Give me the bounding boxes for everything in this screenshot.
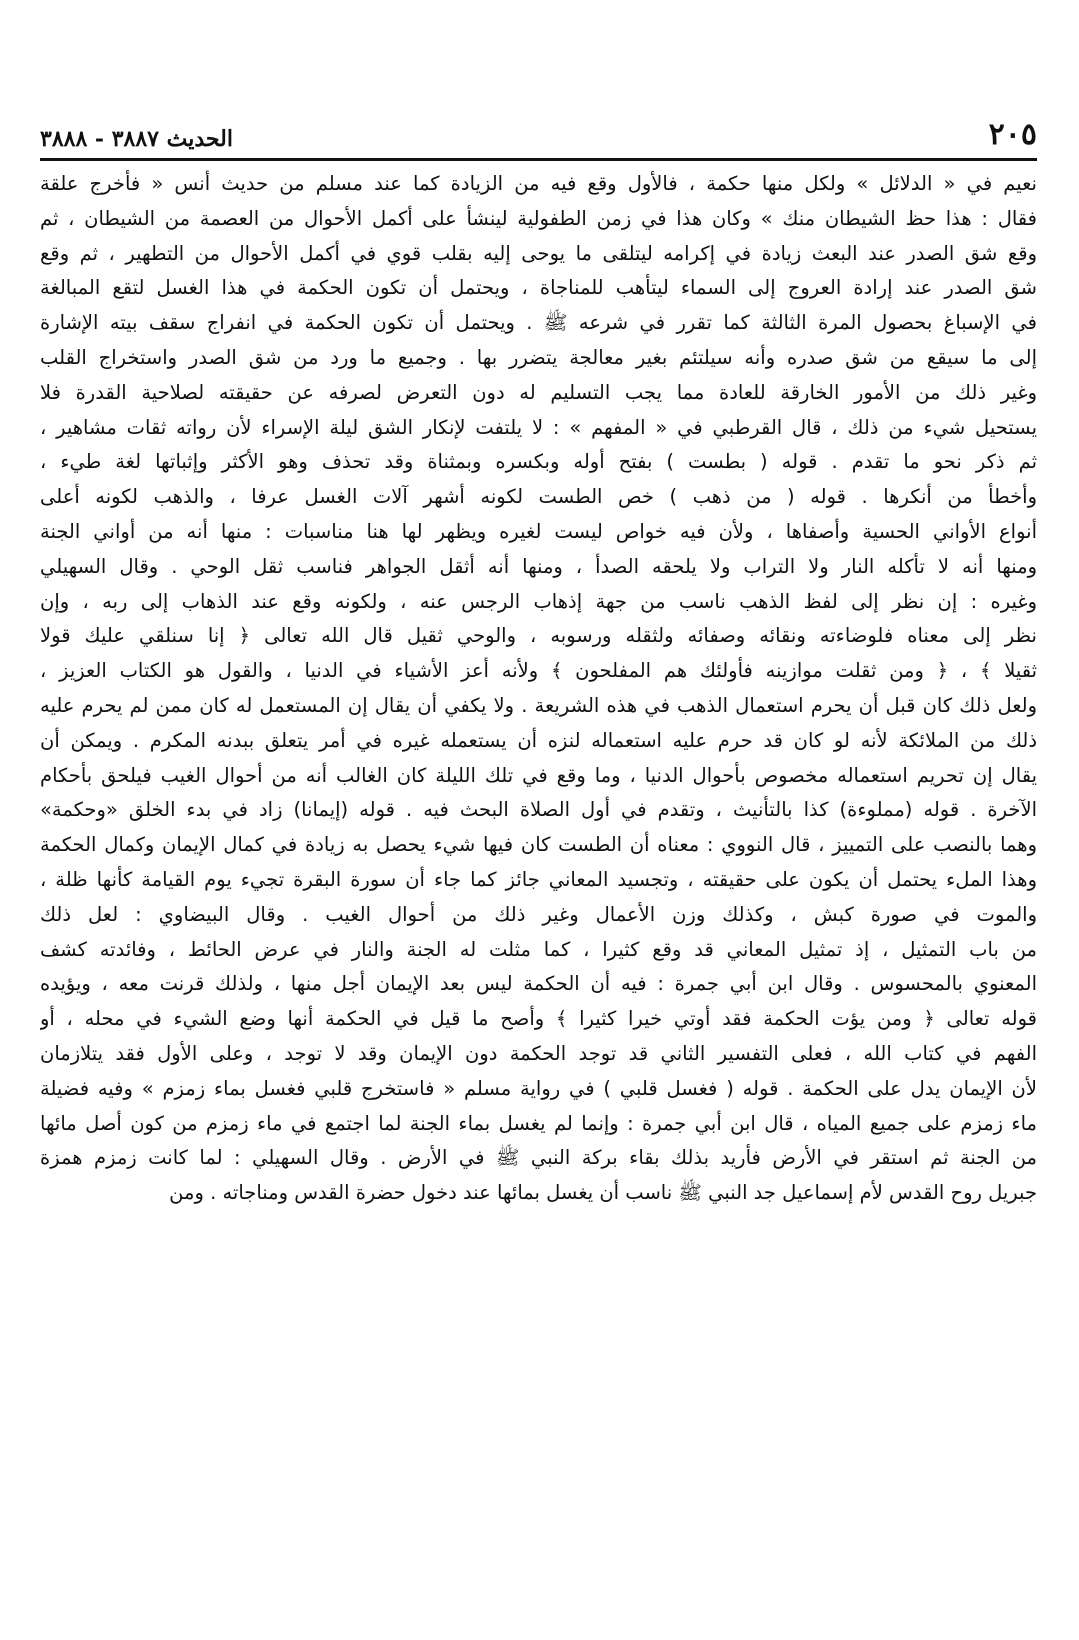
- text-line: لأن الإيمان يدل على الحكمة . قوله ( فغسل قلبي ) في رواية مسلم « فاستخرج قلبي فغسل بماء زمزم » وفيه فضيلة: [40, 1076, 1037, 1100]
- text-line: يقال إن تحريم استعماله مخصوص بأحوال الدنيا ، وما وقع في تلك الليلة كان الغالب أنه من أحوال الغيب فيلحق بأحكام: [40, 763, 1037, 787]
- text-line: قوله تعالى ﴿ ومن يؤت الحكمة فقد أوتي خيرا كثيرا ﴾ وأصح ما قيل في الحكمة أنها وضع الشيء في محله ، أو: [40, 1007, 1037, 1031]
- text-line: أنواع الأواني الحسية وأصفاها ، ولأن فيه خواص ليست لغيره ويظهر لها هنا مناسبات : منها أنه من أواني الجنة: [40, 519, 1037, 543]
- book-page: [0, 100, 1079, 1640]
- text-line: نظر إلى معناه فلوضاءته ونقائه وصفائه ولثقله ورسوبه ، والوحي ثقيل قال الله تعالى ﴿ إنا سنلقي عليك قولا: [40, 624, 1037, 648]
- text-line: نعيم في « الدلائل » ولكل منها حكمة ، فالأول وقع فيه من الزيادة كما عند مسلم من حديث أنس « فأخرج علقة: [40, 172, 1037, 195]
- text-line: يستحيل شيء من ذلك ، قال القرطبي في « المفهم » : لا يلتفت لإنكار الشق ليلة الإسراء لأن رواته ثقات مشاهير ،: [40, 415, 1037, 439]
- text-line: وغير ذلك من الأمور الخارقة للعادة مما يجب التسليم له دون التعرض لصرفه عن حقيقته لصلاحية القدرة فلا: [40, 380, 1037, 404]
- text-line: فقال : هذا حظ الشيطان منك » وكان هذا في زمن الطفولية لينشأ على أكمل الأحوال من العصمة من الشيطان ، ثم: [40, 206, 1037, 230]
- text-line: وقع شق الصدر عند البعث زيادة في إكرامه ليتلقى ما يوحى إليه بقلب قوي في أكمل الأحوال من التطهير ، ثم وقع: [40, 241, 1037, 265]
- running-head: الحديث ٣٨٨٧ - ٣٨٨٨: [40, 126, 233, 152]
- text-line: من باب التمثيل ، إذ تمثيل المعاني قد وقع كثيرا ، كما مثلت له الجنة والنار في عرض الحائط ، وفائدته كشف: [40, 937, 1037, 961]
- text-line: ومنها أنه لا تأكله النار ولا التراب ولا يلحقه الصدأ ، ومنها أنه أثقل الجواهر فناسب ثقل الوحي . وقال السهيلي: [40, 554, 1037, 578]
- text-line: وهما بالنصب على التمييز ، قال النووي : معناه أن الطست كان فيها شيء يحصل به زيادة في كمال الإيمان وكمال الحكمة: [40, 833, 1037, 857]
- text-line: والموت في صورة كبش ، وكذلك وزن الأعمال وغير ذلك من أحوال الغيب . وقال البيضاوي : لعل ذلك: [40, 902, 1037, 926]
- text-line: إلى ما سيقع من شق صدره وأنه سيلتئم بغير معالجة يتضرر بها . وجميع ما ورد من شق الصدر واستخراج القلب: [40, 345, 1037, 369]
- page-header: [40, 100, 1037, 161]
- text-line: وأخطأ من أنكرها . قوله ( من ذهب ) خص الطست لكونه أشهر آلات الغسل عرفا ، والذهب لكونه أعلى: [40, 485, 1037, 509]
- text-line: ثقيلا ﴾ ، ﴿ ومن ثقلت موازينه فأولئك هم المفلحون ﴾ ولأنه أعز الأشياء في الدنيا ، والقول هو الكتاب العزيز ،: [40, 659, 1037, 683]
- text-line: الآخرة . قوله (مملوءة) كذا بالتأنيث ، وتقدم في أول الصلاة البحث فيه . قوله (إيمانا) زاد في بدء الخلق «وحكمة»: [40, 798, 1037, 822]
- body-text: [40, 167, 1037, 1211]
- text-line: في الإسباغ بحصول المرة الثالثة كما تقرر في شرعه ﷺ . ويحتمل أن تكون الحكمة في انفراج سقف بيته الإشارة: [40, 311, 1037, 335]
- text-line: ولعل ذلك كان قبل أن يحرم استعمال الذهب في هذه الشريعة . ولا يكفي أن يقال إن المستعمل له كان ممن لم يحرم عليه: [40, 693, 1037, 717]
- page-number: ٢٠٥: [988, 117, 1037, 152]
- text-line: وهذا الملء يحتمل أن يكون على حقيقته ، وتجسيد المعاني جائز كما جاء أن سورة البقرة تجيء يوم القيامة كأنها ظلة ،: [40, 867, 1037, 891]
- text-line: ماء زمزم على جميع المياه ، قال ابن أبي جمرة : وإنما لم يغسل بماء الجنة لما اجتمع في ماء زمزم من كون أصل مائها: [40, 1111, 1037, 1135]
- text-line: الفهم في كتاب الله ، فعلى التفسير الثاني قد توجد الحكمة دون الإيمان وقد لا توجد ، وعلى الأول فقد يتلازمان: [40, 1041, 1037, 1065]
- text-line: من الجنة ثم استقر في الأرض فأريد بذلك بقاء بركة النبي ﷺ في الأرض . وقال السهيلي : لما كانت زمزم همزة: [40, 1146, 1037, 1170]
- text-line: ثم ذكر نحو ما تقدم . قوله ( بطست ) بفتح أوله وبكسره وبمثناة وقد تحذف وهو الأكثر وإثباتها لغة طيء ،: [40, 450, 1037, 474]
- text-line: وغيره : إن نظر إلى لفظ الذهب ناسب من جهة إذهاب الرجس عنه ، ولكونه وقع عند الذهاب إلى ربه ، وإن: [40, 589, 1037, 613]
- text-line: المعنوي بالمحسوس . وقال ابن أبي جمرة : فيه أن الحكمة ليس بعد الإيمان أجل منها ، ولذلك قرنت معه ، ويؤيده: [40, 972, 1037, 996]
- text-line: ذلك من الملائكة لأنه لو كان قد حرم عليه استعماله لنزه أن يستعمله غيره في أمر يتعلق ببدنه المكرم . ويمكن أن: [40, 728, 1037, 752]
- text-line: جبريل روح القدس لأم إسماعيل جد النبي ﷺ ناسب أن يغسل بمائها عند دخول حضرة القدس ومناجاته . ومن: [169, 1181, 1037, 1205]
- text-line: شق الصدر عند إرادة العروج إلى السماء ليتأهب للمناجاة ، ويحتمل أن تكون الحكمة في هذا الغسل لتقع المبالغة: [40, 276, 1037, 300]
